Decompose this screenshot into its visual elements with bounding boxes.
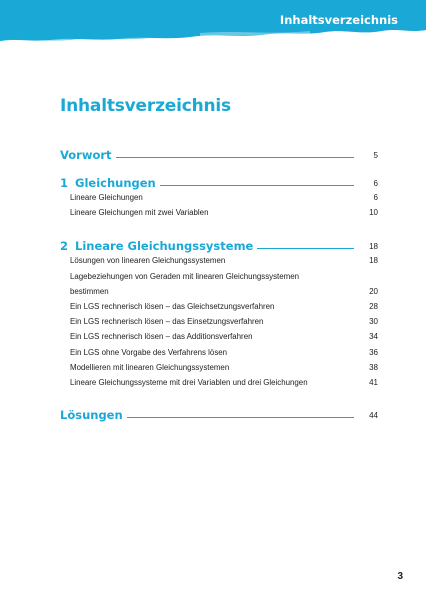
entry-title: Lösungen von linearen Gleichungssystemen bbox=[70, 256, 226, 266]
toc-entry[interactable] bbox=[60, 360, 378, 375]
toc-entry[interactable] bbox=[60, 253, 378, 268]
entry-title: Ein LGS rechnerisch lösen – das Additionsverfahren bbox=[70, 332, 253, 342]
entry-title: Lineare Gleichungen bbox=[70, 193, 143, 203]
entry-page-number: 20 bbox=[369, 286, 378, 296]
toc-entry[interactable] bbox=[60, 269, 378, 284]
leader-line bbox=[257, 248, 354, 249]
entry-title: Lagebeziehungen von Geraden mit linearen Gleichungssystemen bbox=[70, 271, 299, 281]
chapter-page-number: 44 bbox=[369, 411, 378, 421]
chapter-page-number: 5 bbox=[373, 151, 378, 160]
toc-entry[interactable] bbox=[60, 284, 378, 299]
chapter-title[interactable]: Vorwort bbox=[60, 148, 112, 162]
chapter-title[interactable]: Lösungen bbox=[60, 408, 123, 423]
entry-page-number: 18 bbox=[369, 256, 378, 266]
toc-chapter-lineare-gleichungssysteme bbox=[60, 233, 378, 390]
toc-entry[interactable] bbox=[60, 375, 378, 390]
header-banner bbox=[0, 0, 426, 48]
chapter-title[interactable]: 1 Gleichungen bbox=[60, 176, 156, 190]
chapter-number: 1 bbox=[60, 176, 69, 190]
leader-line bbox=[116, 157, 354, 158]
entry-title: Lineare Gleichungssysteme mit drei Variablen und drei Gleichungen bbox=[70, 377, 308, 387]
toc-chapter-gleichungen bbox=[60, 170, 378, 220]
entry-title: Modellieren mit linearen Gleichungssystemen bbox=[70, 362, 230, 372]
toc-chapter-vorwort bbox=[60, 142, 378, 162]
entry-page-number: 36 bbox=[369, 347, 378, 357]
leader-line bbox=[127, 417, 354, 418]
entry-page-number: 6 bbox=[373, 193, 378, 203]
toc-chapter-loesungen bbox=[60, 402, 378, 422]
toc-entry[interactable] bbox=[60, 314, 378, 329]
page-title: Inhaltsverzeichnis bbox=[60, 96, 231, 116]
toc-entry[interactable] bbox=[60, 205, 378, 220]
entry-page-number: 10 bbox=[369, 208, 378, 218]
leader-line bbox=[160, 185, 354, 186]
chapter-title[interactable]: 2 Lineare Gleichungssysteme bbox=[60, 239, 254, 254]
chapter-number: 2 bbox=[60, 239, 69, 254]
toc-entry[interactable] bbox=[60, 329, 378, 344]
entry-title: Lineare Gleichungen mit zwei Variablen bbox=[70, 208, 209, 218]
entry-page-number: 28 bbox=[369, 302, 378, 312]
chapter-page-number: 6 bbox=[373, 179, 378, 188]
entry-title: Ein LGS rechnerisch lösen – das Einsetzungsverfahren bbox=[70, 317, 264, 327]
entry-page-number: 41 bbox=[369, 377, 378, 387]
entry-page-number: 38 bbox=[369, 362, 378, 372]
entry-page-number: 34 bbox=[369, 332, 378, 342]
toc-entry[interactable] bbox=[60, 345, 378, 360]
chapter-page-number: 18 bbox=[369, 242, 378, 252]
table-of-contents bbox=[60, 142, 378, 422]
entry-title: Ein LGS ohne Vorgabe des Verfahrens lösen bbox=[70, 347, 228, 357]
toc-entry[interactable] bbox=[60, 190, 378, 205]
entry-title: Ein LGS rechnerisch lösen – das Gleichsetzungsverfahren bbox=[70, 302, 275, 312]
entry-page-number: 30 bbox=[369, 317, 378, 327]
page-folio-number: 3 bbox=[397, 571, 403, 582]
banner-title: Inhaltsverzeichnis bbox=[279, 13, 398, 27]
entry-title: bestimmen bbox=[70, 286, 109, 296]
toc-entry[interactable] bbox=[60, 299, 378, 314]
